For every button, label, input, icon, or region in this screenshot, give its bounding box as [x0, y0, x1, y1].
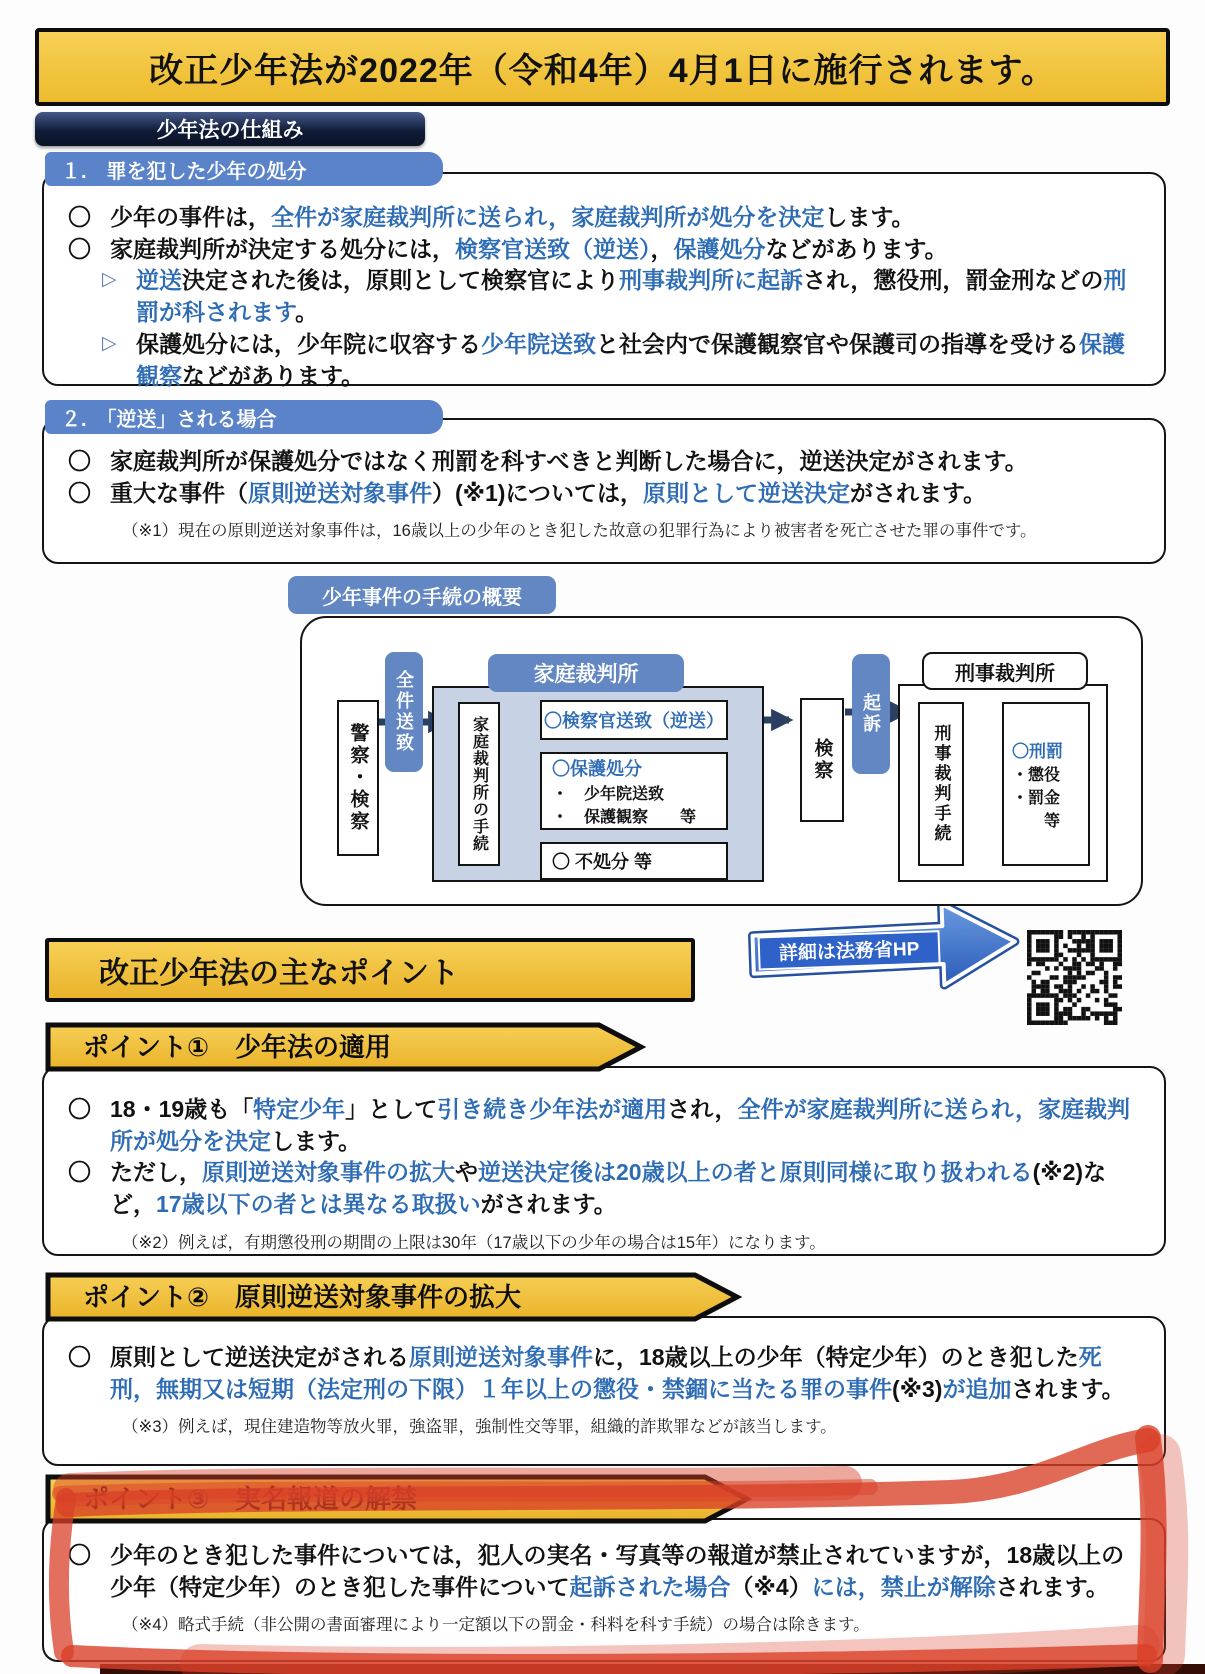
section-group-tab-label: 少年法の仕組み: [156, 119, 304, 142]
flow-family-proc-box: [458, 702, 500, 866]
flow-zenken-label: [385, 652, 423, 772]
flow-hogoshobun-box: [540, 752, 728, 830]
bullet-marker: 〇: [68, 479, 91, 506]
page-title-text: 改正少年法が2022年（令和4年）4月1日に施行されます。: [149, 51, 1056, 90]
footnote-2: （※2）例えば，有期懲役刑の期間の上限は30年（17歳以下の少年の場合は15年）になります。: [122, 1233, 826, 1252]
section2-header: [45, 400, 443, 434]
flow-criminal-proc-label: 刑事裁判手続: [931, 724, 951, 844]
bullet-marker: ▷: [102, 269, 117, 291]
section1-header: [45, 152, 443, 186]
bullet-text: 重大な事件（原則逆送対象事件）(※1)については，原則として逆送決定がされます。: [110, 479, 987, 506]
point1-banner-label: ポイント① 少年法の適用: [83, 1032, 392, 1062]
bullet-text: 少年のとき犯した事件については，犯人の実名・写真等の報道が禁止されていますが，18歳以上の少年（特定少年）のとき犯した事件について起訴された場合（※4）には，禁止が解除されます。: [110, 1542, 1125, 1600]
footnote-1: （※1）現在の原則逆送対象事件は，16歳以上の少年のとき犯した故意の犯罪行為により被害者を死亡させた罪の事件です。: [122, 522, 1037, 541]
bullet-marker: 〇: [68, 235, 91, 262]
bullet-text: 家庭裁判所が決定する処分には，検察官送致（逆送），保護処分などがあります。: [110, 235, 948, 262]
flow-hogoshobun-item2: ・ 保護観察 等: [552, 809, 697, 826]
flow-family-court-label: 家庭裁判所: [533, 663, 639, 686]
flow-keibatsu-item3: 等: [1012, 813, 1061, 830]
points-header-label: 改正少年法の主なポイント: [99, 957, 459, 990]
flow-family-court-tab: [488, 654, 684, 692]
flow-kiso-label: [852, 654, 890, 774]
flow-fushobun-box: [540, 842, 728, 880]
point2-banner: [45, 1272, 745, 1322]
bullet-marker: 〇: [68, 1542, 91, 1568]
bullet-text: 保護処分には，少年院に収容する少年院送致と社会内で保護観察官や保護司の指導を受ける保護観察などがあります。: [136, 330, 1125, 389]
bullet-marker: 〇: [68, 204, 91, 230]
hp-arrow-label: 詳細は法務省HP: [778, 938, 920, 965]
bullet-marker: 〇: [68, 1159, 91, 1186]
bullet-marker: 〇: [68, 448, 91, 474]
flow-kensatsu-box: [800, 698, 844, 822]
flow-hogoshobun-item1: ・ 少年院送致: [552, 786, 665, 803]
flowchart-title-tab: [288, 576, 556, 614]
flow-keibatsu-item1: ・懲役: [1012, 767, 1061, 784]
flow-police-label: 警察・検察: [347, 723, 369, 833]
flow-police-box: [337, 700, 379, 856]
point2-banner-label: ポイント② 原則逆送対象事件の拡大: [83, 1282, 522, 1312]
bullet-text: 18・19歳も「特定少年」として引き続き少年法が適用され，全件が家庭裁判所に送られ，家庭裁判所が処分を決定します。: [110, 1096, 1130, 1154]
flow-kensatsukan-sochi-box: [540, 700, 728, 740]
bullet-marker: 〇: [68, 1344, 91, 1370]
bullet-marker: ▷: [102, 332, 117, 354]
bullet-text: 家庭裁判所が保護処分ではなく刑罰を科すべきと判断した場合に，逆送決定がされます。: [110, 448, 1028, 474]
flowchart-title-label: 少年事件の手続の概要: [322, 586, 522, 609]
section1-header-label: １. 罪を犯した少年の処分: [61, 160, 307, 183]
footnote-4: （※4）略式手続（非公開の書面審理により一定額以下の罰金・科料を科す手続）の場合は除きます。: [122, 1616, 870, 1635]
flow-zenken-text: 全件送致: [394, 670, 414, 754]
flow-kensatsu-label: 検察: [811, 738, 833, 782]
bullet-text: 逆送決定された後は，原則として検察官により刑事裁判所に起訴され，懲役刑，罰金刑などの刑罰が科されます。: [136, 267, 1127, 326]
flow-keibatsu-title: 〇刑罰: [1012, 742, 1063, 761]
flow-criminal-proc-box: [918, 702, 964, 866]
flow-hogoshobun-title: 〇保護処分: [552, 759, 642, 779]
bullet-text: 少年の事件は，全件が家庭裁判所に送られ，家庭裁判所が処分を決定します。: [110, 204, 915, 230]
flow-criminal-court-label: 刑事裁判所: [955, 662, 1055, 685]
flow-kiso-text: 起訴: [861, 693, 881, 735]
bullet-text: 原則として逆送決定がされる原則逆送対象事件に，18歳以上の少年（特定少年）のとき犯した死刑，無期又は短期（法定刑の下限）１年以上の懲役・禁錮に当たる罪の事件(※3)が追加されます。: [110, 1344, 1125, 1402]
point1-banner: [45, 1022, 649, 1072]
flow-kensatsukan-sochi-label: 〇検察官送致（逆送）: [544, 711, 724, 731]
point3-banner-label: ポイント③ 実名報道の解禁: [83, 1484, 418, 1514]
bullet-text: ただし，原則逆送対象事件の拡大や逆送決定後は20歳以上の者と原則同様に取り扱われる(※2)など，17歳以下の者とは異なる取扱いがされます。: [110, 1159, 1107, 1218]
flow-family-proc-label: 家庭裁判所の手続: [470, 716, 488, 852]
section2-header-label: ２. 「逆送」される場合: [61, 408, 277, 431]
bullet-marker: 〇: [68, 1096, 91, 1122]
flow-criminal-court-tab: [922, 652, 1088, 690]
flow-keibatsu-item2: ・罰金: [1012, 790, 1061, 807]
flow-keibatsu-box: [1002, 702, 1090, 866]
point3-banner: [45, 1474, 755, 1524]
footnote-3: （※3）例えば，現住建造物等放火罪，強盗罪，強制性交等罪，組織的詐欺罪などが該当します。: [122, 1418, 837, 1437]
flow-fushobun-label: 〇 不処分 等: [552, 852, 653, 872]
